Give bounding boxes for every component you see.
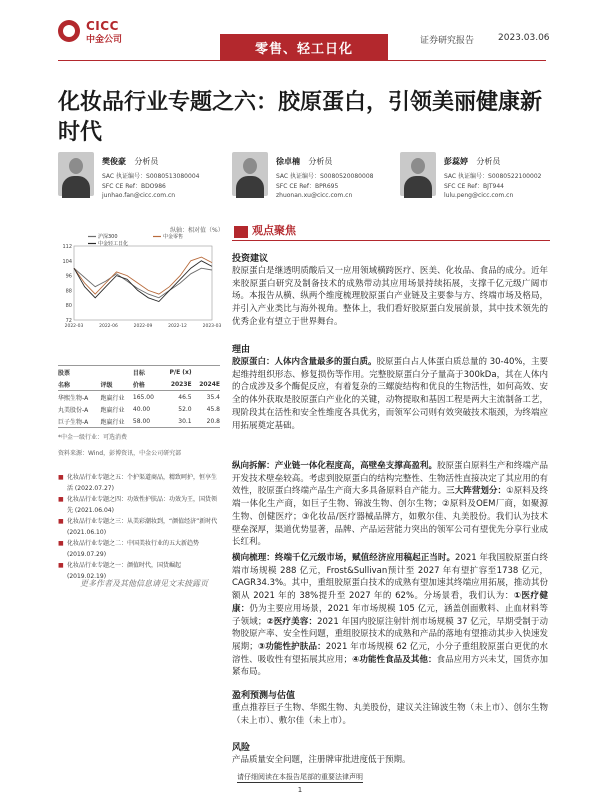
avatar bbox=[58, 152, 94, 196]
table-header-cell bbox=[192, 366, 220, 378]
relative-performance-chart bbox=[58, 232, 222, 330]
y-tick-label: 72 bbox=[65, 318, 72, 324]
table-cell: 20.8 bbox=[206, 417, 220, 425]
page-title: 化妆品行业专题之六：胶原蛋白，引领美丽健康新时代 bbox=[58, 90, 543, 145]
page-number: 1 bbox=[297, 786, 303, 794]
table-cell: 华熙生物-A bbox=[58, 394, 89, 402]
table-cell: 巨子生物-A bbox=[58, 418, 89, 426]
x-tick-label: 2022-03 bbox=[64, 324, 84, 329]
paragraph-forecast: 重点推荐巨子生物、华熙生物、丸美股份，建议关注锦波生物（未上市）、创尔生物（未上市）、敷尔佳（未上市）。 bbox=[232, 703, 548, 726]
table-cell: 丸美股份-A bbox=[58, 406, 89, 414]
list-item[interactable]: ■ 化妆品行业专题之三：从美彩潮妆到，“颜值经济”新时代 (2021.06.10) bbox=[58, 516, 218, 538]
table-cell: 165.00 bbox=[132, 393, 154, 401]
list-item[interactable]: ■ 化妆品行业专题之一：颜值时代，国货崛起 (2019.02.19) bbox=[58, 560, 218, 582]
related-reports-list bbox=[58, 472, 218, 582]
table-cell: 35.4 bbox=[206, 393, 220, 401]
x-tick-label: 2022-12 bbox=[168, 324, 187, 329]
table-cell: 45.8 bbox=[206, 405, 220, 413]
table-header-cell: P/E (x) bbox=[169, 368, 192, 376]
analyst-sac: SAC 执证编号：S0080520080008 bbox=[276, 173, 374, 180]
table-header-cell: 名称 bbox=[58, 381, 71, 389]
table-note: *中金一级行业：可选消费 bbox=[58, 434, 128, 441]
section-title: 观点聚焦 bbox=[252, 224, 296, 237]
table-header-cell: 股票 bbox=[58, 369, 71, 377]
table-header-row bbox=[58, 378, 220, 391]
logo-en: CICC bbox=[86, 19, 119, 33]
analyst-email[interactable]: zhuonan.xu@cicc.com.cn bbox=[276, 192, 353, 199]
y-tick-label: 88 bbox=[65, 288, 72, 295]
table-header-row bbox=[58, 366, 220, 378]
sector-banner: 零售、轻工日化 bbox=[220, 34, 388, 60]
y-tick-label: 80 bbox=[65, 303, 72, 310]
table-header-cell: 目标 bbox=[132, 369, 145, 377]
analyst-name: 徐卓楠 分析员 bbox=[276, 157, 333, 166]
table-row bbox=[58, 415, 220, 428]
analyst-sfc: SFC CE Ref：BJT944 bbox=[444, 183, 504, 190]
y-tick-label: 104 bbox=[62, 258, 72, 265]
table-cell: 跑赢行业 bbox=[100, 406, 125, 414]
table-header-cell: 评级 bbox=[100, 381, 113, 389]
report-type: 证券研究报告 bbox=[420, 36, 475, 46]
y-tick-label: 96 bbox=[65, 273, 72, 280]
table-cell: 跑赢行业 bbox=[100, 418, 125, 426]
analyst-email[interactable]: junhao.fan@cicc.com.cn bbox=[102, 192, 176, 199]
table-header-cell: 2024E bbox=[199, 380, 220, 388]
heading-invest: 投资建议 bbox=[232, 254, 269, 264]
x-tick-label: 2022-06 bbox=[99, 324, 118, 329]
table-header-cell: 2023E bbox=[170, 380, 192, 388]
logo-cn: 中金公司 bbox=[86, 35, 123, 45]
list-item[interactable]: ■ 化妆品行业专题之四：功效性护肤品：功效为王，国货领先 (2021.06.04) bbox=[58, 494, 218, 516]
analyst-sac: SAC 执证编号：S0080513080004 bbox=[102, 173, 200, 180]
series-line bbox=[74, 261, 212, 302]
table-cell: 30.1 bbox=[178, 417, 192, 425]
paragraph-reason-3: 横向梳理：终端千亿元级市场，赋值经济应用稿起正当时。2021 年我国胶原蛋白终端市场规模 288 亿元，Frost&Sullivan预计至 2027 年有望扩容至1738 亿元，CAGR34.3%。其中，重组胶原蛋白技术的成熟有望加速其终端应用拓展，推动其份额从 2021 年的 38%提升至 2027 年的 62%。分场景看，我们认为：①医疗健康：仍为主要应用场景，2021 年市场规模 105 亿元，涵盖创面敷料、止血材料等子领域；②医疗美容：2021 年国内胶原注射针剂市场规模 37 亿元，早期受制于动物胶原产率、安全性问题，重组胶原技术的成熟和产品的落地有望推动其步入快速发展期；③功能性护肤品：2021 年市场规模 62 亿元，小分子重组胶原蛋白更优的水溶性、吸收性有望拓展其应用；④功能性食品及其他：食品应用方兴未艾，国货亦加紧布局。 bbox=[232, 553, 548, 678]
paragraph-invest: 胶原蛋白是继透明质酸后又一应用领域横跨医疗、医美、化妆品、食品的成分。近年来胶原蛋白研究及制备技术的成熟带动其应用场景持续拓展，支撑千亿元级广阔市场。本报告从横、纵两个维度梳理胶原蛋白产业链及主要参与方、终端市场及格局，并引入产业类比与海外视角。整体上，我们看好胶原蛋白发展前景，其中技术领先的优秀企业有望立于世界舞台。 bbox=[232, 266, 548, 327]
table-row bbox=[58, 403, 220, 415]
chart-unit-label: 纵轴：相对值（%） bbox=[170, 227, 224, 234]
legend-label: 沪深300 bbox=[98, 234, 118, 240]
list-item[interactable]: ■ 化妆品行业专题之二：中国美妆行业的五大新趋势 (2019.07.29) bbox=[58, 538, 218, 560]
x-tick-label: 2023-03 bbox=[202, 324, 222, 329]
avatar bbox=[232, 152, 268, 196]
paragraph-risk: 产品质量安全问题，注册牌审批进度低于预期。 bbox=[232, 755, 411, 765]
more-authors-note: 更多作者及其他信息请见文末披露页 bbox=[80, 579, 208, 588]
valuation-table bbox=[58, 365, 220, 428]
list-item[interactable]: ■ 化妆品行业专题之五：个护渠道商品，精致呵护，恒享生活 (2022.07.27) bbox=[58, 472, 218, 494]
report-date: 2023.03.06 bbox=[498, 33, 550, 43]
analyst-email[interactable]: lulu.peng@cicc.com.cn bbox=[444, 192, 514, 199]
table-header-cell bbox=[101, 366, 133, 378]
legend-label: 中金零售 bbox=[163, 234, 184, 240]
table-header-cell: 价格 bbox=[132, 381, 145, 389]
series-line bbox=[74, 257, 212, 294]
table-cell: 40.00 bbox=[132, 405, 151, 413]
analyst-sfc: SFC CE Ref：BDO986 bbox=[102, 183, 166, 190]
analyst-name: 樊俊豪 分析员 bbox=[102, 157, 159, 166]
legend-label: 中金轻工日化 bbox=[98, 241, 129, 247]
chart-frame bbox=[74, 246, 212, 320]
section-marker-icon bbox=[234, 226, 248, 238]
y-tick-label: 112 bbox=[62, 244, 72, 250]
legal-footer[interactable]: 请仔细阅读在本报告尾部的重要法律声明 bbox=[237, 773, 363, 781]
table-cell: 52.0 bbox=[178, 405, 192, 413]
section-rule bbox=[232, 240, 550, 241]
table-cell: 跑赢行业 bbox=[100, 394, 125, 402]
table-cell: 58.00 bbox=[132, 417, 151, 425]
table-cell: 46.5 bbox=[178, 393, 192, 401]
cicc-logo-icon bbox=[58, 20, 80, 42]
analyst-sfc: SFC CE Ref：BPR695 bbox=[276, 183, 339, 190]
heading-risk: 风险 bbox=[232, 743, 251, 753]
paragraph-reason-1: 胶原蛋白：人体内含量最多的蛋白质。胶原蛋白占人体蛋白质总量的 30-40%，主要起维持组织形态、修复损伤等作用。完整胶原蛋白分子量高于300kDa，其在人体内的合成涉及多个酶促反应，有着复杂的三螺旋结构和优良的生物活性，如何高效、安全的体外获取是胶原蛋白产业化的关键，动物提取和基因工程是两大主流制备工艺，现阶段其在活性和安全性维度各具优劣，而领军公司则有效突破技术瓶颈，为终端应用拓展奠定基础。 bbox=[232, 357, 548, 431]
table-source: 资料来源：Wind，彭博资讯，中金公司研究部 bbox=[58, 450, 182, 457]
analyst-name: 彭蕊婷 分析员 bbox=[444, 157, 501, 166]
table-row bbox=[58, 391, 220, 403]
avatar bbox=[400, 152, 436, 196]
paragraph-reason-2: 纵向拆解：产业链一体化程度高，高壁垒支撑高盈利。胶原蛋白原料生产和终端产品开发技术壁垒较高。考虑到胶原蛋白的结构完整性、生物活性直接决定了其应用的有效性，胶原蛋白终端产品生产商大多具备原料自产能力。三大阵营划分：①原料及终端一体化生产商，如巨子生物、锦波生物、创尔生物；②原料及OEM厂商，如聚源生物、创健医疗；③化妆品/医疗器械品牌方，如敷尔佳、丸美股份。我们认为技术壁垒深厚，渠道优势显著，品牌、产品运营能力突出的领军公司有望优先分享行业成长红利。 bbox=[232, 461, 548, 548]
header-rule bbox=[58, 60, 546, 61]
x-tick-label: 2022-09 bbox=[133, 324, 153, 329]
analyst-sac: SAC 执证编号：S0080522100002 bbox=[444, 173, 542, 180]
heading-forecast: 盈利预测与估值 bbox=[232, 691, 296, 701]
heading-reason: 理由 bbox=[232, 345, 251, 355]
